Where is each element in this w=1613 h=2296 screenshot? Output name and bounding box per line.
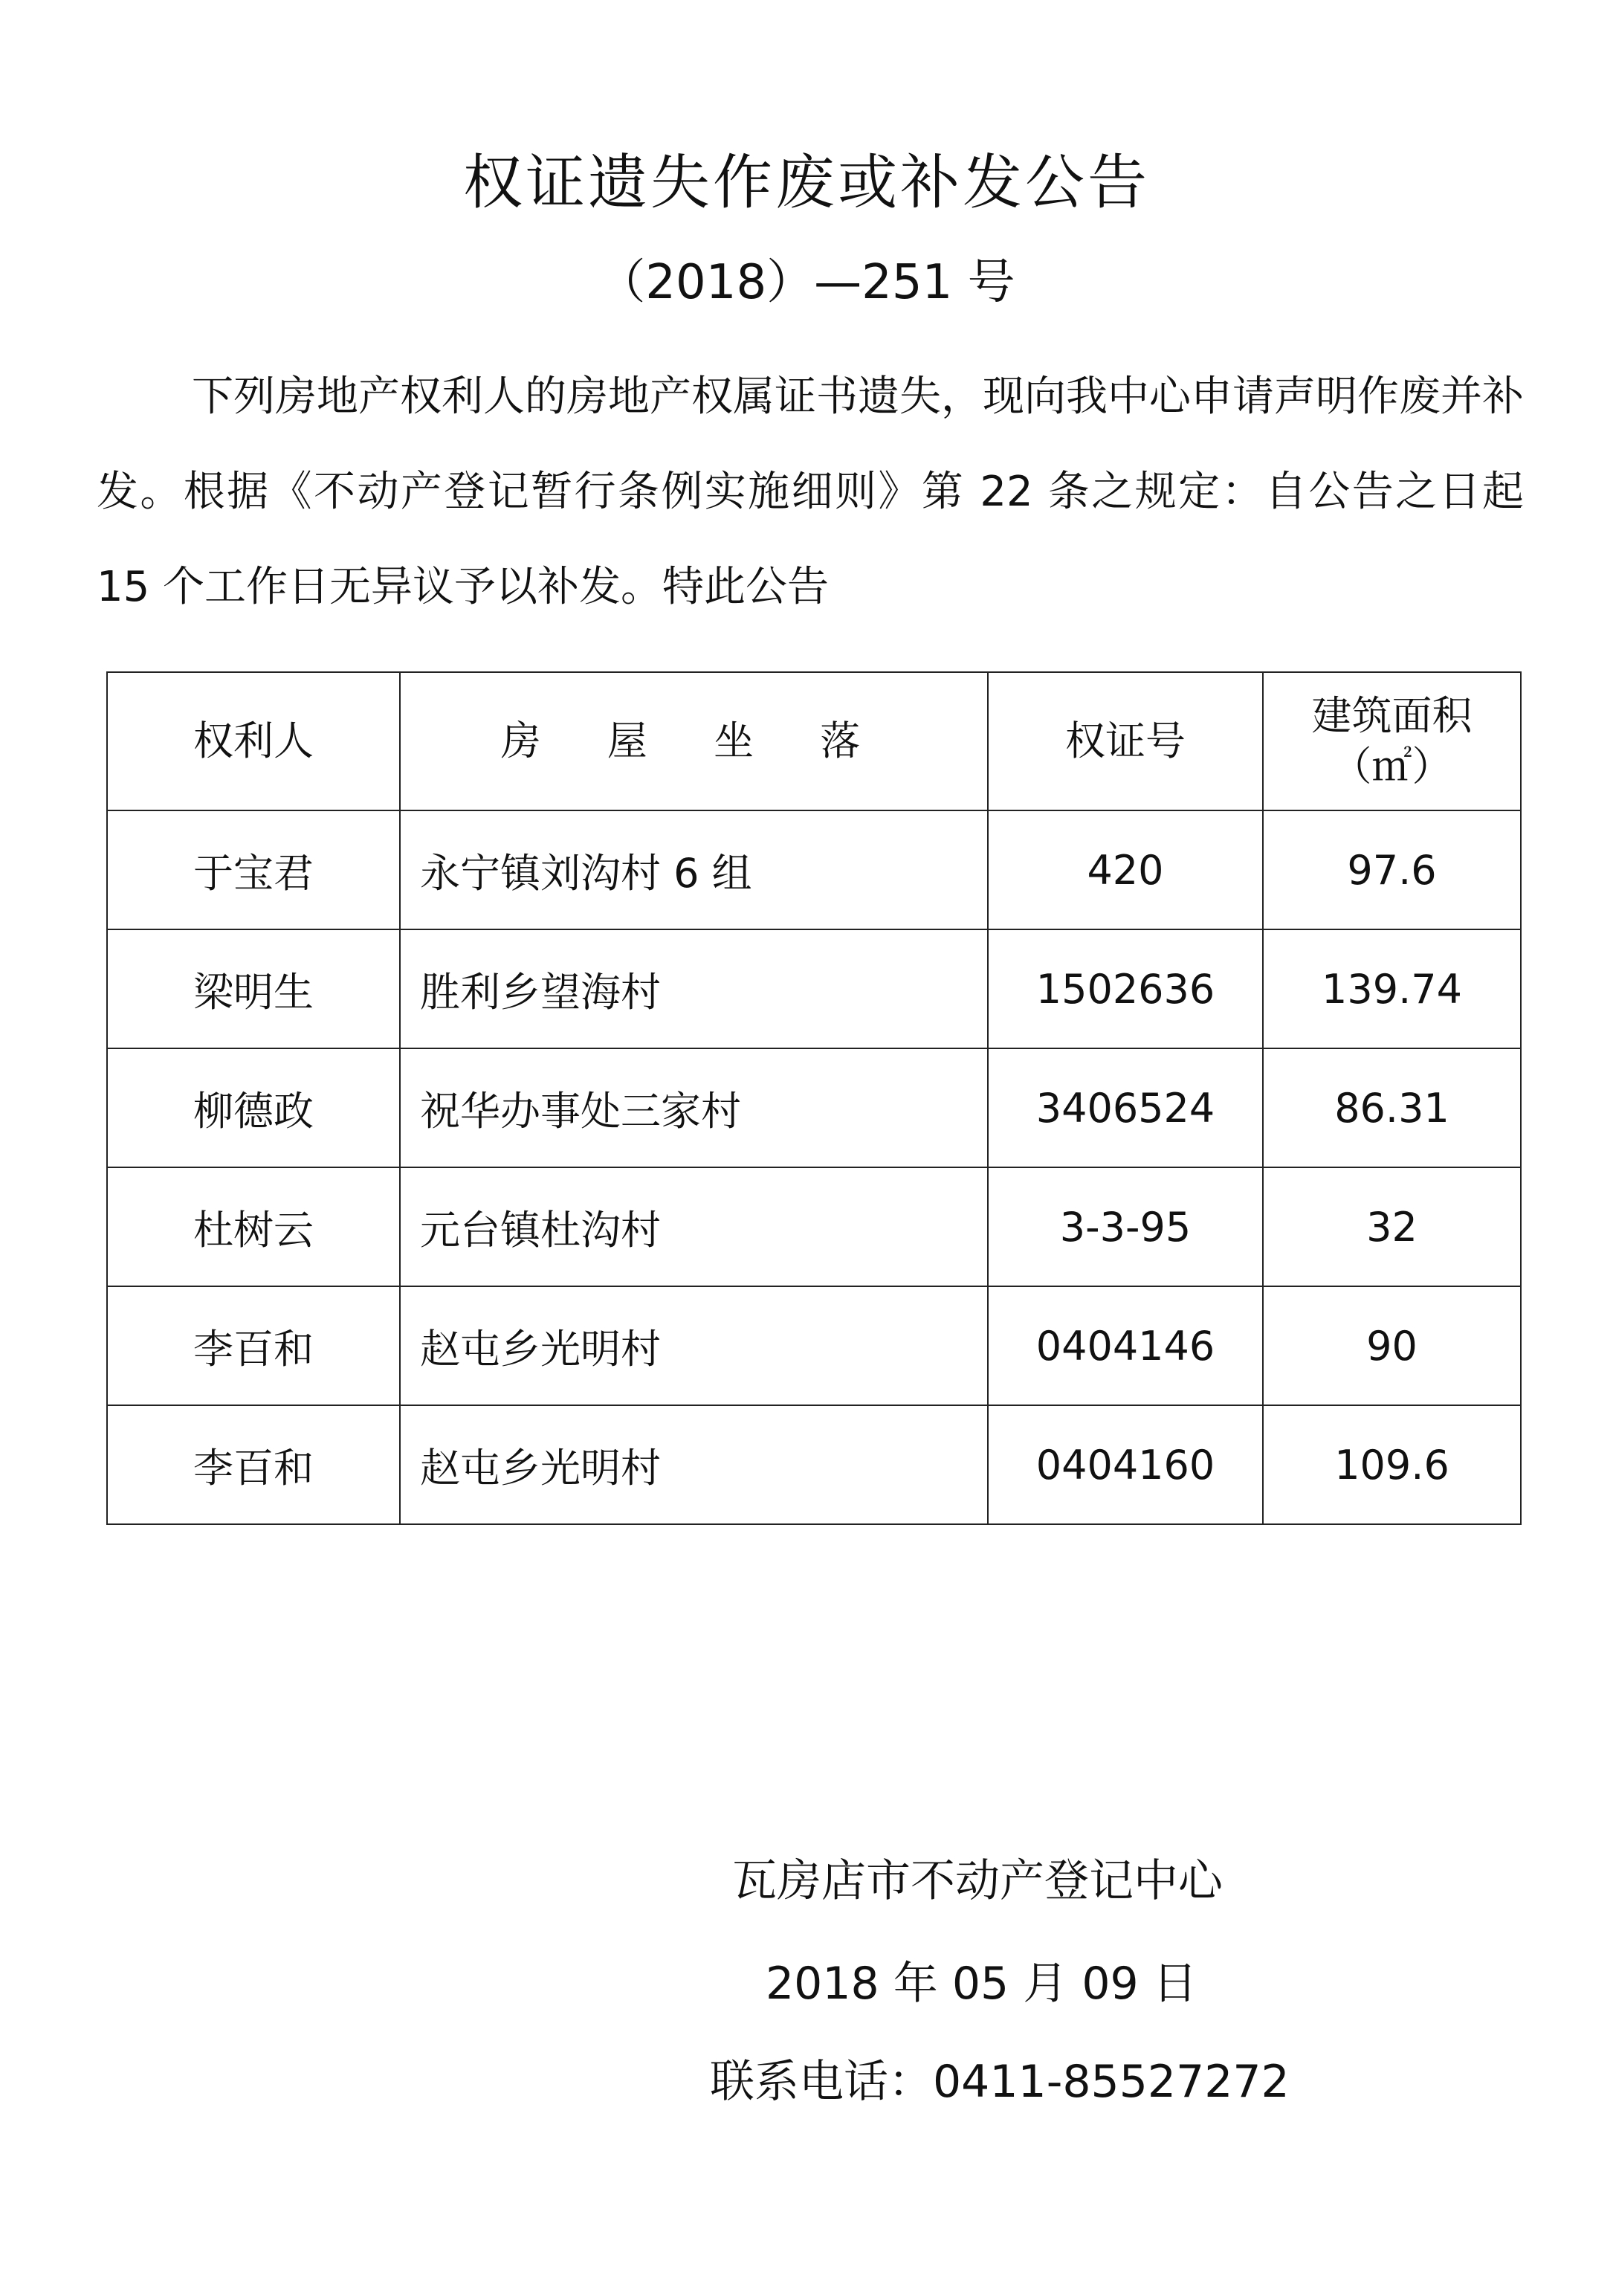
table-row <box>107 1167 1521 1286</box>
notice-title: 权证遗失作废或补发公告 <box>463 148 1150 217</box>
lost-certificates-table <box>106 671 1522 1525</box>
table-header-row <box>107 672 1521 810</box>
cell-location: 赵屯乡光明村 <box>400 1286 988 1405</box>
issuing-organization: 瓦房店市不动产登记中心 <box>732 1855 1223 1907</box>
cell-location: 永宁镇刘沟村 6 组 <box>400 810 988 929</box>
cell-holder: 梁明生 <box>107 929 400 1048</box>
cell-cert-no: 3406524 <box>988 1048 1263 1167</box>
cell-holder: 柳德政 <box>107 1048 400 1167</box>
cell-cert-no: 0404146 <box>988 1286 1263 1405</box>
table-row <box>107 1048 1521 1167</box>
cell-cert-no: 0404160 <box>988 1405 1263 1524</box>
cell-location: 祝华办事处三家村 <box>400 1048 988 1167</box>
header-holder: 权利人 <box>107 672 400 810</box>
header-area <box>1263 672 1521 810</box>
cell-cert-no: 3-3-95 <box>988 1167 1263 1286</box>
cell-holder: 杜树云 <box>107 1167 400 1286</box>
cell-area: 97.6 <box>1263 810 1521 929</box>
cell-location: 胜利乡望海村 <box>400 929 988 1048</box>
cell-area: 90 <box>1263 1286 1521 1405</box>
cell-area: 109.6 <box>1263 1405 1521 1524</box>
table-row <box>107 810 1521 929</box>
header-location: 房 屋 坐 落 <box>400 672 988 810</box>
contact-phone: 联系电话：0411-85527272 <box>710 2056 1290 2108</box>
cell-holder: 李百和 <box>107 1286 400 1405</box>
cell-holder: 李百和 <box>107 1405 400 1524</box>
header-area-label: 建筑面积 <box>1311 692 1473 739</box>
table-row <box>107 929 1521 1048</box>
issue-date: 2018 年 05 月 09 日 <box>766 1958 1197 2010</box>
cell-location: 赵屯乡光明村 <box>400 1405 988 1524</box>
cell-holder: 于宝君 <box>107 810 400 929</box>
notice-body: 下列房地产权利人的房地产权属证书遗失，现向我中心申请声明作废并补发。根据《不动产登记暂行条例实施细则》第 22 条之规定：自公告之日起 15 个工作日无异议予以补发。特此公告 <box>97 373 1524 611</box>
table-row <box>107 1405 1521 1524</box>
cell-area: 32 <box>1263 1167 1521 1286</box>
cell-area: 139.74 <box>1263 929 1521 1048</box>
document-number: （2018）—251 号 <box>598 255 1015 310</box>
cell-cert-no: 420 <box>988 810 1263 929</box>
header-area-unit: （㎡） <box>1331 743 1452 790</box>
cell-area: 86.31 <box>1263 1048 1521 1167</box>
cell-location: 元台镇杜沟村 <box>400 1167 988 1286</box>
header-cert-no: 权证号 <box>988 672 1263 810</box>
table-row <box>107 1286 1521 1405</box>
cell-cert-no: 1502636 <box>988 929 1263 1048</box>
